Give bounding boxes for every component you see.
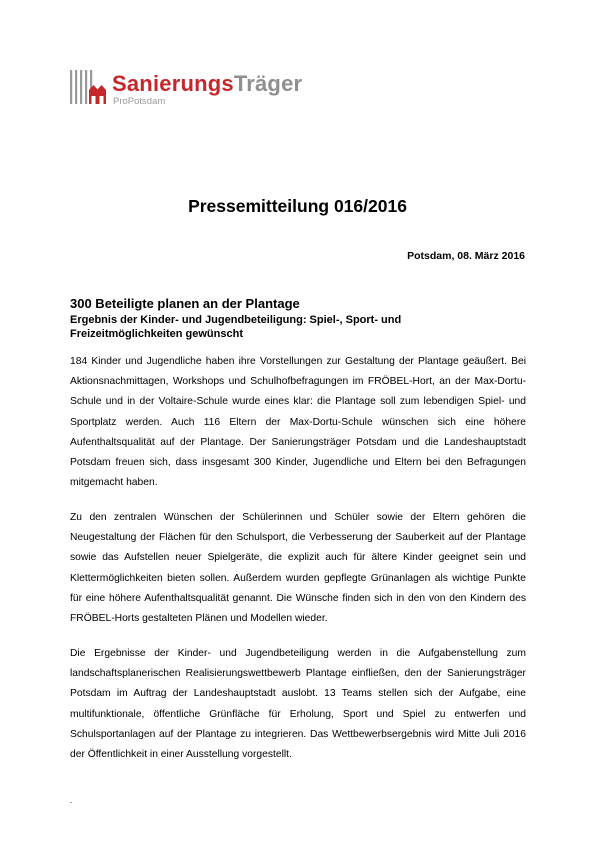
- logo-wordmark: [112, 72, 302, 96]
- dateline: Potsdam, 08. März 2016: [407, 250, 525, 262]
- sanierungstraeger-logo: [70, 68, 370, 108]
- logo-subtitle: ProPotsdam: [113, 96, 166, 107]
- building-bars-logo-icon: [70, 68, 106, 104]
- body-paragraph-3: Die Ergebnisse der Kinder- und Jugendbeteiligung werden in die Aufgabenstellung zum landschaftsplanerischen Realisierungswettbewerb Plantage einfließen, den der Sanierungsträger Potsdam im Auftrag der Landeshauptstadt auslobt. 13 Teams stellen sich der Aufgabe, eine multifunktionale, öffentliche Grünfläche für Erholung, Sport und Spiel zu entwerfen und Schulsportanlagen auf der Plantage zu integrieren. Das Wettbewerbsergebnis wird Mitte Juli 2016 der Öffentlichkeit in einer Ausstellung vorgestellt.: [70, 648, 526, 761]
- press-release-title: Pressemitteilung 016/2016: [188, 196, 407, 216]
- article-headline: 300 Beteiligte planen an der Plantage: [70, 296, 300, 311]
- article-subheadline: Ergebnis der Kinder- und Jugendbeteiligung: Spiel-, Sport- und Freizeitmöglichkeiten gewünscht: [70, 314, 402, 340]
- body-paragraph-2: Zu den zentralen Wünschen der Schülerinnen und Schüler sowie der Eltern gehören die Neugestaltung der Flächen für den Schulsport, die Verbesserung der Sauberkeit auf der Plantage sowie das Aufstellen neuer Spielgeräte, die explizit auch für ältere Kinder geeignet sein und Klettermöglichkeiten bieten sollen. Außerdem wurden gepflegte Grünanlagen als wichtige Punkte für eine höhere Aufenthaltsqualität genannt. Die Wünsche finden sich in den von den Kindern des FRÖBEL-Horts gestalteten Plänen und Modellen wieder.: [70, 512, 526, 625]
- logo-wordmark-part1: Sanierungs: [112, 71, 234, 96]
- logo-wordmark-part2: Träger: [233, 71, 303, 96]
- footer-mark: .: [70, 796, 73, 805]
- body-paragraph-1: 184 Kinder und Jugendliche haben ihre Vorstellungen zur Gestaltung der Plantage geäußert. Bei Aktionsnachmittagen, Workshops und Schulhofbefragungen im FRÖBEL-Hort, an der Max-Dortu-Schule und in der Voltaire-Schule wurde eines klar: die Plantage soll zum lebendigen Spiel- und Sportplatz werden. Auch 116 Eltern der Max-Dortu-Schule wünschen sich eine höhere Aufenthaltsqualität auf der Plantage. Der Sanierungsträger Potsdam und die Landeshauptstadt Potsdam freuen sich, dass insgesamt 300 Kinder, Jugendliche und Eltern bei den Befragungen mitgemacht haben.: [70, 356, 526, 489]
